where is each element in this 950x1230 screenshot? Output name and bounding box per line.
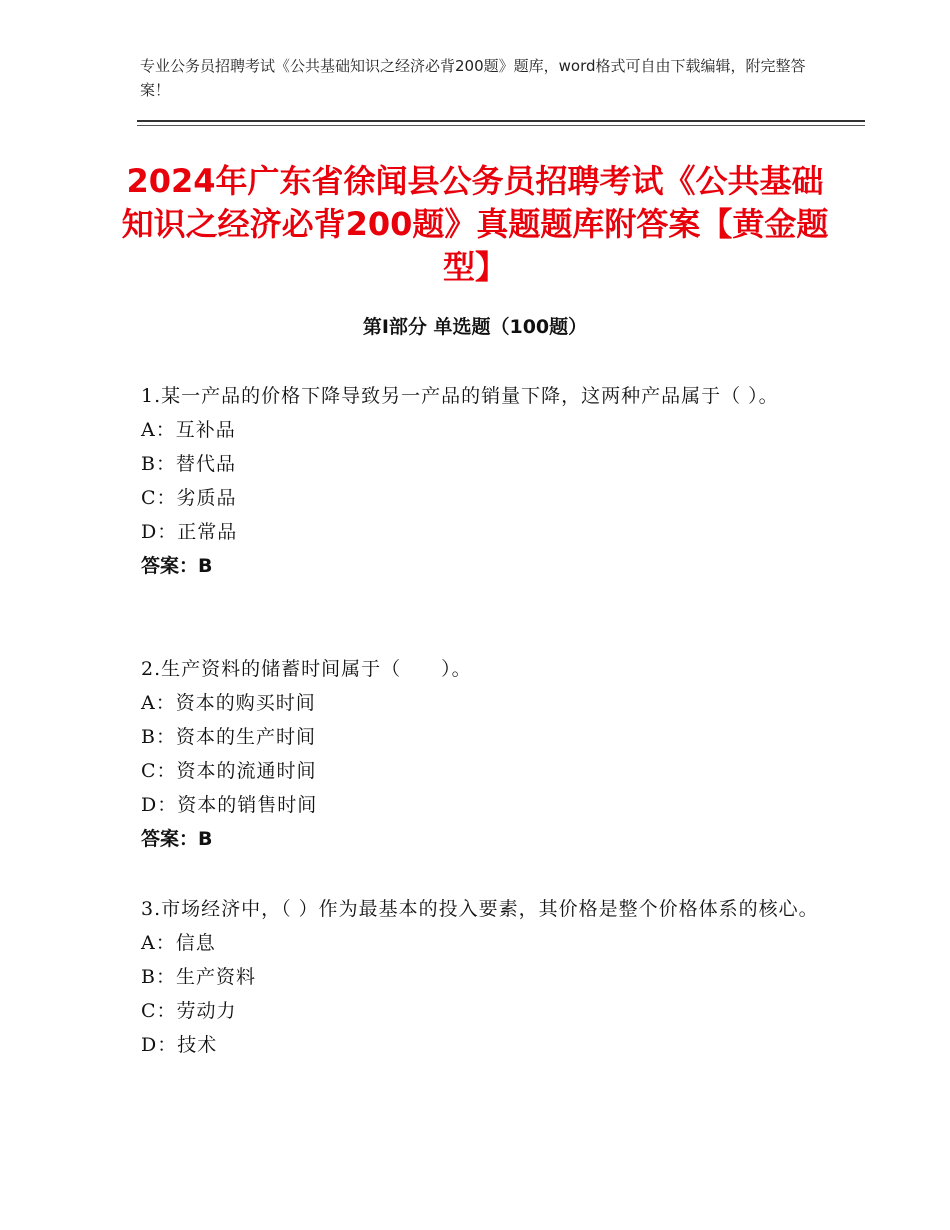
- question-1: [141, 379, 821, 583]
- option-d: D：正常品: [141, 521, 238, 543]
- section-title: 第Ⅰ部分 单选题（100题）: [362, 316, 588, 338]
- option-b: B：生产资料: [141, 966, 256, 988]
- option-a: A：互补品: [141, 419, 236, 441]
- header-note: 专业公务员招聘考试《公共基础知识之经济必背200题》题库，word格式可自由下载编辑，附完整答案！: [140, 57, 806, 99]
- answer: 答案：B: [141, 555, 213, 577]
- option-c: C：资本的流通时间: [141, 760, 317, 782]
- option-b: B：替代品: [141, 453, 236, 475]
- document-title: 2024年广东省徐闻县公务员招聘考试《公共基础知识之经济必背200题》真题题库附答案【黄金题型】: [121, 162, 829, 286]
- option-d: D：资本的销售时间: [141, 794, 318, 816]
- question-3: [141, 892, 821, 1062]
- option-a: A：信息: [141, 932, 216, 954]
- question-stem: 2.生产资料的储蓄时间属于（ ）。: [141, 658, 472, 680]
- header-rule-thick: [137, 120, 865, 122]
- question-2: [141, 652, 821, 856]
- question-stem: 3.市场经济中，（ ）作为最基本的投入要素，其价格是整个价格体系的核心。: [141, 898, 819, 920]
- header-rule-thin: [137, 125, 865, 126]
- option-d: D：技术: [141, 1034, 218, 1056]
- answer: 答案：B: [141, 828, 213, 850]
- option-c: C：劣质品: [141, 487, 237, 509]
- option-b: B：资本的生产时间: [141, 726, 316, 748]
- question-stem: 1.某一产品的价格下降导致另一产品的销量下降，这两种产品属于（ ）。: [141, 385, 779, 407]
- option-a: A：资本的购买时间: [141, 692, 316, 714]
- option-c: C：劳动力: [141, 1000, 237, 1022]
